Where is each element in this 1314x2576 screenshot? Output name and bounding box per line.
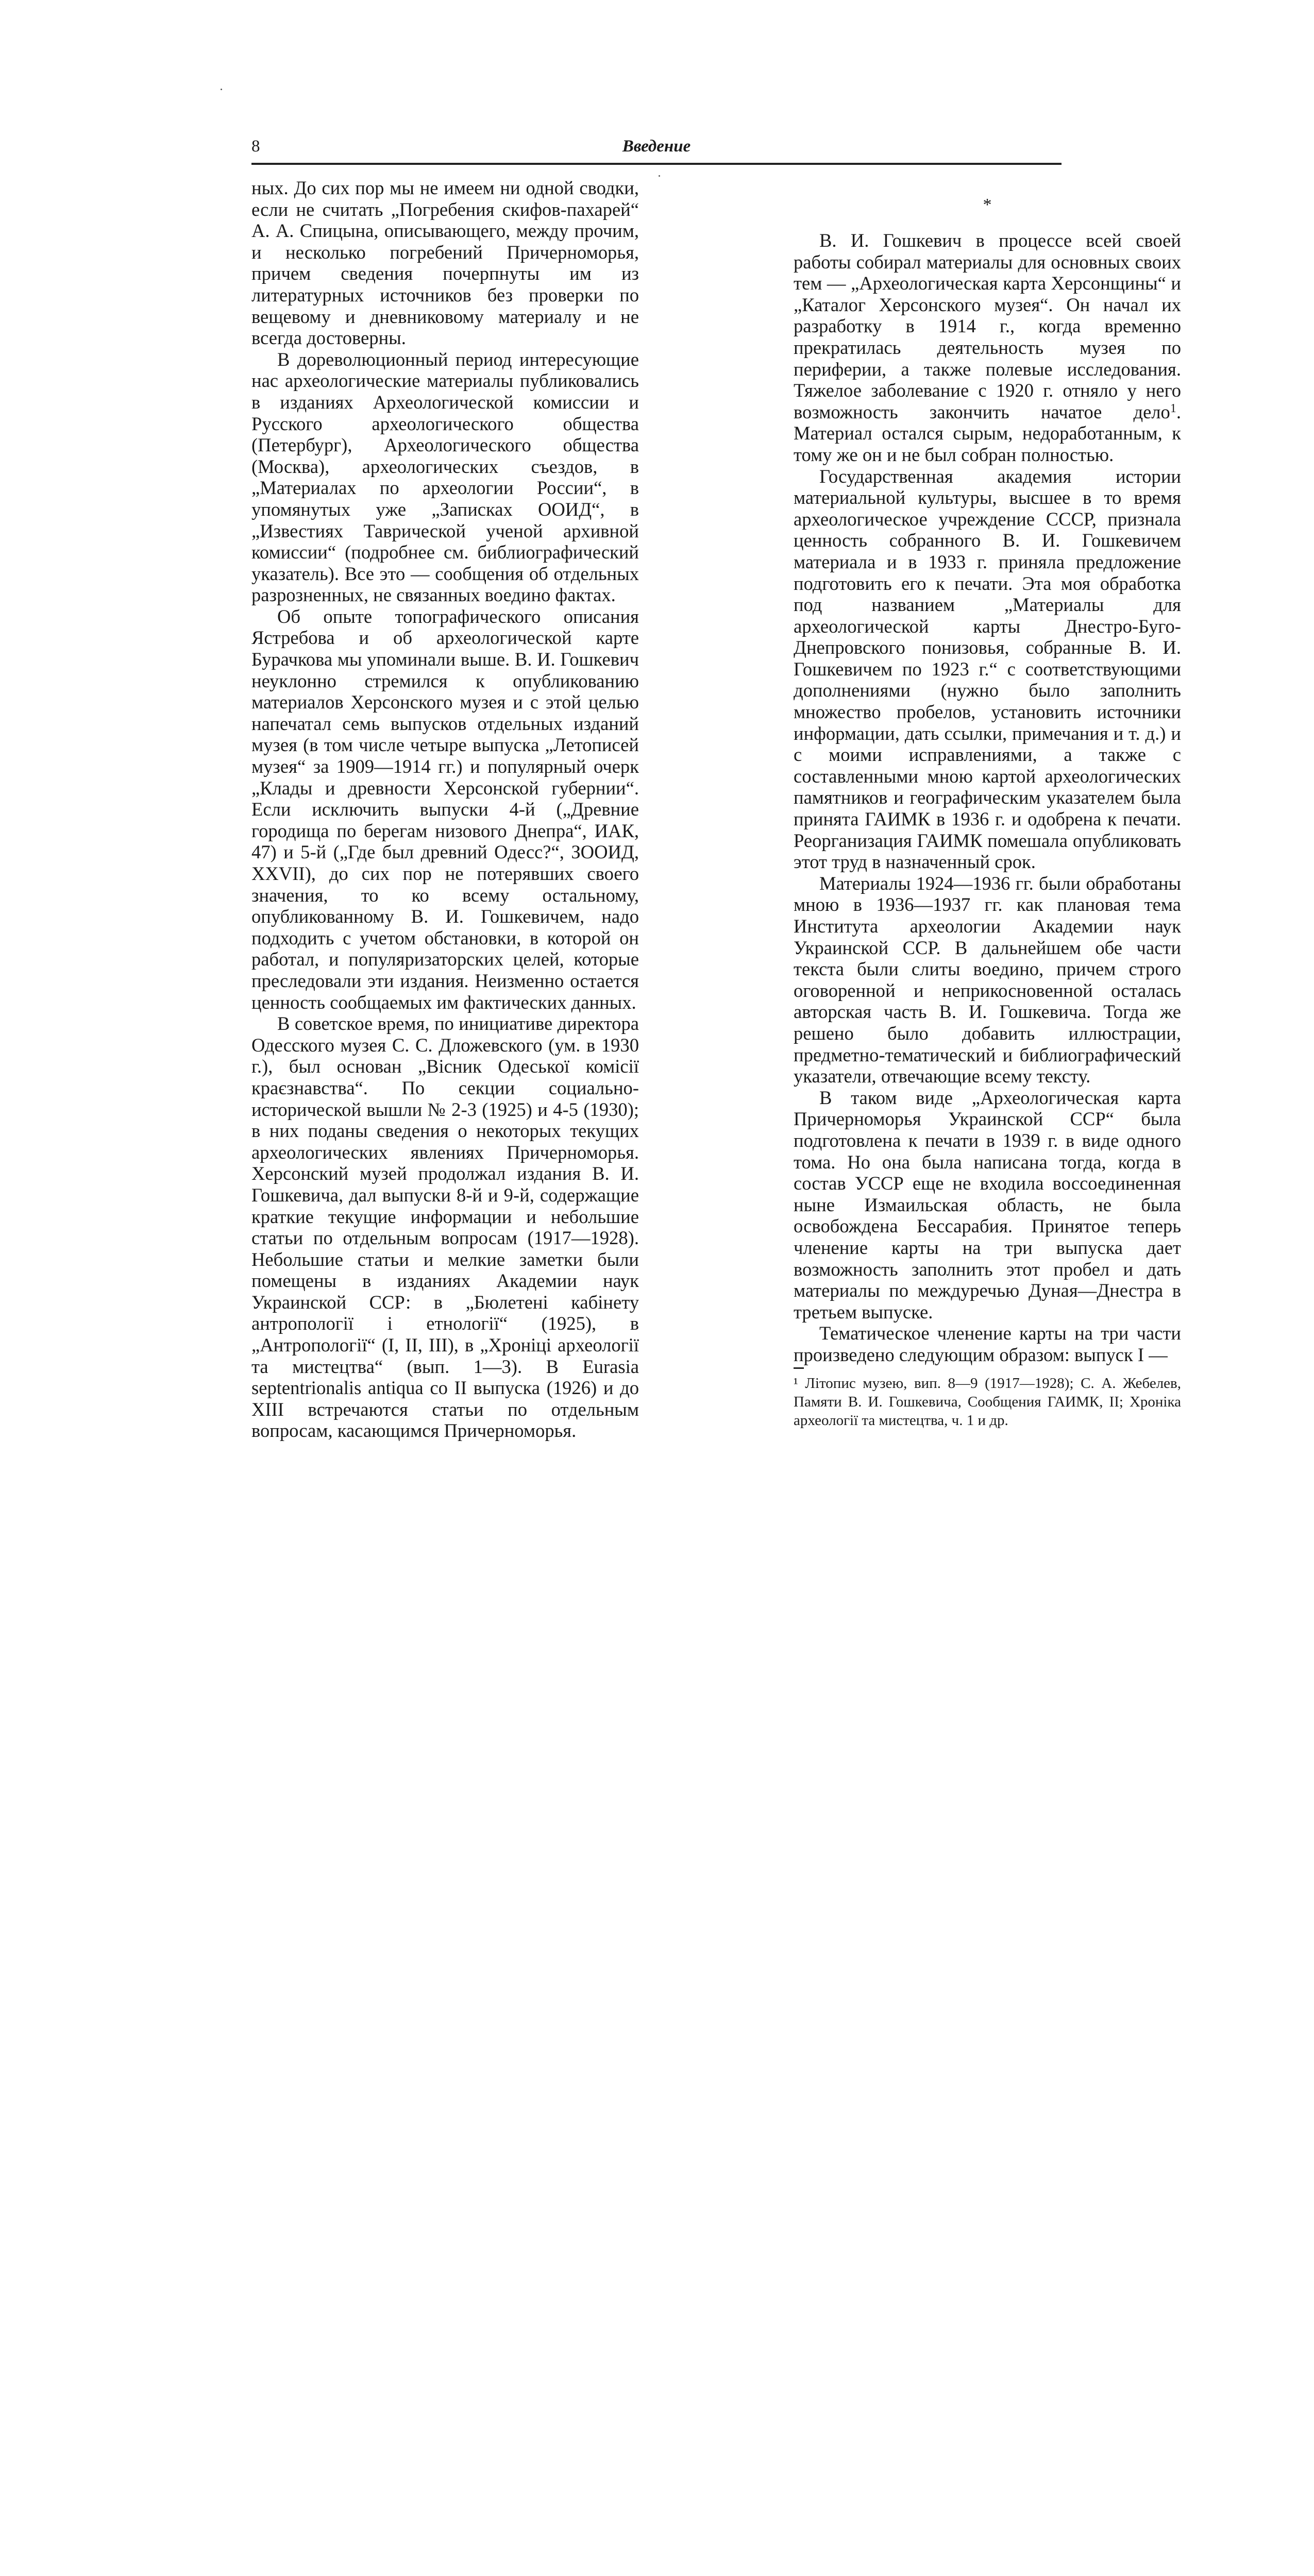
paragraph: В советское время, по инициативе директора Одесского музея С. С. Дложевского (ум. в 1930 г.), был основан „Вісник Одеської комісії краєзнавства“. По секции социально-исторической вышли № 2-3 (1925) и 4-5 (1930); в них поданы сведения о некоторых текущих археологических явлениях Причерноморья. Херсонский музей продолжал издания В. И. Гошкевича, дал выпуски 8-й и 9-й, содержащие краткие текущие информации и небольшие статьи по отдельным вопросам (1917—1928). Небольшие статьи и мелкие заметки были помещены в изданиях Академии наук Украинской ССР: в „Бюлетені кабінету антропології і етнології“ (1925), в „Антропології“ (I, II, III), в „Хроніці археології та мистецтва“ (вып. 1—3). В Eurasia septentrionalis antiqua со II выпуска (1926) и до XIII встречаются статьи по отдельным вопросам, касающимся Причерноморья. bbox=[251, 1013, 639, 1442]
paragraph: Тематическое членение карты на три части произведено следующим образом: выпуск I — bbox=[794, 1323, 1181, 1365]
paragraph: Об опыте топографического описания Ястребова и об археологической карте Бурачкова мы упоминали выше. В. И. Гошкевич неуклонно стремился к опубликованию материалов Херсонского музея и с этой целью напечатал семь выпусков отдельных изданий музея (в том числе четыре выпуска „Летописей музея“ за 1909—1914 гг.) и популярный очерк „Клады и древности Херсонской губернии“. Если исключить выпуски 4-й („Древние городища по берегам низового Днепра“, ИАК, 47) и 5-й („Где был древний Одесс?“, ЗООИД, XXVII), до сих пор не потерявших своего значения, то ко всему остальному, опубликованному В. И. Гошкевичем, надо подходить с учетом обстановки, в которой он работал, и популяризаторских целей, которые преследовали эти издания. Неизменно остается ценность сообщаемых им фактических данных. bbox=[251, 605, 639, 1013]
paragraph-text: . Материал остался сырым, недоработанным, к тому же он и не был собран полностью. bbox=[794, 401, 1181, 465]
scan-speck bbox=[221, 89, 222, 90]
paragraph: Материалы 1924—1936 гг. были обработаны мною в 1936—1937 гг. как плановая тема Института археологии Академии наук Украинской ССР. В дальнейшем обе части текста были слиты воедино, причем строго оговоренной и неприкосновенной осталась авторская часть В. И. Гошкевича. Тогда же решено было добавить иллюстрации, предметно-тематический и библиографический указатели, отвечающие всему тексту. bbox=[794, 872, 1181, 1087]
paragraph: В таком виде „Археологическая карта Причерноморья Украинской ССР“ была подготовлена к печати в 1939 г. в виде одного тома. Но она была написана тогда, когда в состав УССР еще не входила воссоединенная ныне Измаильская область, не была освобождена Бессарабия. Принятое теперь членение карты на три выпуска дает возможность заполнить этот пробел и дать материалы по междуречью Дуная—Днестра в третьем выпуске. bbox=[794, 1087, 1181, 1323]
scan-speck bbox=[659, 175, 660, 177]
section-separator: * bbox=[983, 195, 992, 214]
footnote-rule bbox=[794, 1367, 804, 1369]
paragraph bbox=[794, 230, 1181, 466]
paragraph-text: В. И. Гошкевич в процессе всей своей работы собирал материалы для основных своих тем — „Археологическая карта Херсонщины“ и „Каталог Херсонского музея“. Он начал их разработку в 1914 г., когда временно прекратилась деятельность музея по периферии, а также полевые исследования. Тяжелое заболевание с 1920 г. отняло у него возможность закончить начатое дело bbox=[794, 230, 1181, 422]
page-number: 8 bbox=[251, 137, 260, 156]
left-column bbox=[251, 177, 639, 1442]
page-header bbox=[251, 135, 1062, 165]
footnote: ¹ Літопис музею, вип. 8—9 (1917—1928); С. А. Жебелев, Памяти В. И. Гошкевича, Сообщения ГАИМК, II; Хроніка археології та мистецтва, ч. 1 и др. bbox=[794, 1375, 1181, 1429]
footnote-ref: 1 bbox=[1170, 401, 1176, 415]
running-head: Введение bbox=[622, 137, 691, 156]
paragraph: В дореволюционный период интересующие нас археологические материалы публиковались в изданиях Археологической комиссии и Русского археологического общества (Петербург), Археологического общества (Москва), археологических съездов, в „Материалах по археологии России“, в упомянутых уже „Записках ООИД“, в „Известиях Таврической ученой архивной комиссии“ (подробнее см. библиографический указатель). Все это — сообщения об отдельных разрозненных, не связанных воедино фактах. bbox=[251, 348, 639, 606]
paragraph: Государственная академия истории материальной культуры, высшее в то время археологическое учреждение СССР, признала ценность собранного В. И. Гошкевичем материала и в 1933 г. приняла предложение подготовить его к печати. Эта моя обработка под названием „Материалы для археологической карты Днестро-Буго-Днепровского понизовья, собранные В. И. Гошкевичем по 1923 г.“ с соответствующими дополнениями (нужно было заполнить множество пробелов, установить источники информации, дать ссылки, примечания и т. д.) и с моими исправлениями, а также с составленными мною картой археологических памятников и географическим указателем была принята ГАИМК в 1936 г. и одобрена к печати. Реорганизация ГАИМК помешала опубликовать этот труд в назначенный срок. bbox=[794, 465, 1181, 873]
right-column bbox=[794, 195, 1181, 1430]
paragraph: ных. До сих пор мы не имеем ни одной сводки, если не считать „Погребения скифов-пахарей“ А. А. Спицына, описывающего, между прочим, и несколько погребений Причерноморья, причем сведения почерпнуты им из литературных источников без проверки по вещевому и дневниковому материалу и не всегда достоверны. bbox=[251, 177, 639, 349]
